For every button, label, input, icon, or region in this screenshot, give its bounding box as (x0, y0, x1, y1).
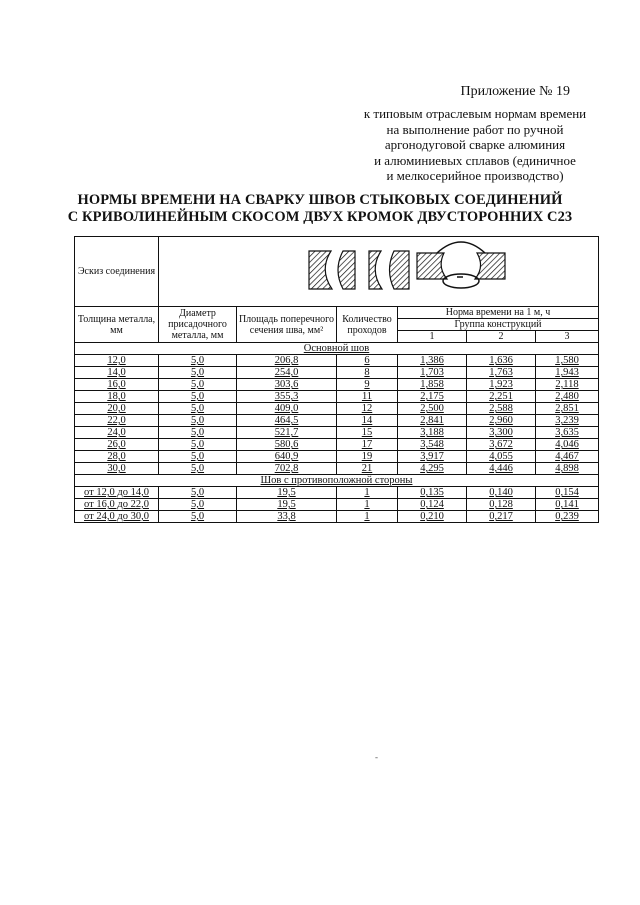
cell-area (237, 367, 337, 379)
cell-thickness (75, 439, 159, 451)
cell-norm-g1 (398, 355, 467, 367)
cell-norm-g3 (536, 415, 599, 427)
cell-value: 15 (361, 427, 373, 438)
cell-value: 19,5 (277, 499, 296, 510)
cell-norm-g3 (536, 391, 599, 403)
cell-norm-g3 (536, 367, 599, 379)
cell-area (237, 391, 337, 403)
header-group: Группа конструкций (398, 319, 599, 331)
cell-value: 1,703 (420, 367, 444, 378)
cell-value: 1 (364, 499, 370, 510)
cell-norm-g1 (398, 511, 467, 523)
table-row (75, 511, 599, 523)
cell-norm-g3 (536, 463, 599, 475)
norms-table (74, 236, 599, 523)
table-row (75, 379, 599, 391)
cell-norm-g3 (536, 427, 599, 439)
cell-norm-g2 (467, 403, 536, 415)
cell-value: 1,923 (489, 379, 513, 390)
plate-right-3 (475, 253, 505, 279)
cell-value: 464,5 (274, 415, 299, 426)
cell-value: 1,636 (489, 355, 513, 366)
cell-value: 8 (364, 367, 370, 378)
cell-diameter (159, 511, 237, 523)
cell-thickness (75, 499, 159, 511)
cell-norm-g2 (467, 439, 536, 451)
cell-diameter (159, 355, 237, 367)
cell-norm-g2 (467, 427, 536, 439)
cell-passes (337, 403, 398, 415)
cell-value: 0,135 (420, 487, 444, 498)
cell-norm-g1 (398, 367, 467, 379)
cell-norm-g2 (467, 487, 536, 499)
cell-value: 640,9 (274, 451, 299, 462)
table-row (75, 487, 599, 499)
cell-value: 206,8 (274, 355, 299, 366)
cell-value: 3,672 (489, 439, 513, 450)
cell-norm-g3 (536, 403, 599, 415)
header-area: Площадь поперечного сечения шва, мм² (237, 307, 337, 343)
cell-diameter (159, 439, 237, 451)
cell-value: 1,386 (420, 355, 444, 366)
table-row (75, 415, 599, 427)
section-main-label: Основной шов (303, 343, 370, 354)
cell-thickness (75, 391, 159, 403)
cell-norm-g3 (536, 511, 599, 523)
cell-value: 355,3 (274, 391, 299, 402)
cell-value: 5,0 (190, 379, 205, 390)
cell-norm-g3 (536, 439, 599, 451)
document-title (0, 192, 640, 226)
cell-area (237, 463, 337, 475)
cell-value: 254,0 (274, 367, 299, 378)
cell-value: 0,210 (420, 511, 444, 522)
cell-value: 521,7 (274, 427, 299, 438)
cell-diameter (159, 451, 237, 463)
cell-passes (337, 415, 398, 427)
cell-value: 26,0 (107, 439, 126, 450)
cell-norm-g3 (536, 379, 599, 391)
cell-value: 0,140 (489, 487, 513, 498)
cell-value: 24,0 (107, 427, 126, 438)
cell-thickness (75, 403, 159, 415)
cell-norm-g1 (398, 439, 467, 451)
cell-area (237, 379, 337, 391)
cell-norm-g2 (467, 499, 536, 511)
cell-value: от 12,0 до 14,0 (84, 487, 149, 498)
cell-value: 5,0 (190, 391, 205, 402)
cell-diameter (159, 391, 237, 403)
cell-norm-g3 (536, 355, 599, 367)
header-group-3: 3 (536, 331, 599, 343)
cell-value: 18,0 (107, 391, 126, 402)
table-row (75, 499, 599, 511)
cell-value: 1,943 (555, 367, 579, 378)
cell-value: 19,5 (277, 487, 296, 498)
cell-area (237, 355, 337, 367)
cell-value: 2,480 (555, 391, 579, 402)
appendix-subtitle (350, 106, 600, 184)
plate-right-2 (390, 251, 410, 289)
cell-passes (337, 391, 398, 403)
sketch-row (75, 237, 599, 307)
cell-value: 3,917 (420, 451, 444, 462)
weld-root (443, 274, 479, 288)
sketch-label: Эскиз соединения (75, 237, 159, 307)
cell-norm-g1 (398, 499, 467, 511)
cell-value: 5,0 (190, 451, 205, 462)
cell-value: 20,0 (107, 403, 126, 414)
cell-thickness (75, 451, 159, 463)
cell-value: 3,300 (489, 427, 513, 438)
cell-value: 5,0 (190, 439, 205, 450)
table-row (75, 439, 599, 451)
cell-value: 0,239 (555, 511, 579, 522)
appendix-label: Приложение № 19 (460, 84, 570, 99)
cell-passes (337, 439, 398, 451)
plate-left-1 (309, 251, 332, 289)
cell-diameter (159, 379, 237, 391)
subtitle-line: и алюминиевых сплавов (единичное (374, 152, 576, 168)
cell-value: 5,0 (190, 499, 205, 510)
subtitle-line: и мелкосерийное производство) (386, 168, 564, 183)
header-norm: Норма времени на 1 м, ч (398, 307, 599, 319)
section-row-main (75, 343, 599, 355)
cell-norm-g2 (467, 511, 536, 523)
cell-value: 303,6 (274, 379, 299, 390)
cell-passes (337, 511, 398, 523)
cell-value: 4,295 (420, 463, 444, 474)
cell-diameter (159, 487, 237, 499)
cell-norm-g1 (398, 403, 467, 415)
cell-area (237, 487, 337, 499)
cell-norm-g1 (398, 379, 467, 391)
cell-area (237, 439, 337, 451)
cell-value: 409,0 (274, 403, 299, 414)
cell-value: 3,635 (555, 427, 579, 438)
cell-value: 1 (364, 487, 370, 498)
cell-value: 2,251 (489, 391, 513, 402)
cell-norm-g2 (467, 379, 536, 391)
header-passes: Количество проходов (337, 307, 398, 343)
cell-thickness (75, 355, 159, 367)
cell-value: 2,960 (489, 415, 513, 426)
cell-area (237, 499, 337, 511)
table-row (75, 367, 599, 379)
section-row-back (75, 475, 599, 487)
cell-passes (337, 499, 398, 511)
cell-area (237, 427, 337, 439)
subtitle-line: к типовым отраслевым нормам времени (363, 106, 587, 121)
cell-norm-g1 (398, 487, 467, 499)
cell-passes (337, 487, 398, 499)
cell-norm-g2 (467, 391, 536, 403)
weld-cap-top (437, 242, 485, 253)
table-row (75, 391, 599, 403)
header-group-2: 2 (467, 331, 536, 343)
cell-area (237, 403, 337, 415)
footer-mark: - (375, 752, 378, 762)
cell-norm-g3 (536, 487, 599, 499)
cell-value: 14 (361, 415, 373, 426)
cell-value: 1 (364, 511, 370, 522)
table-row (75, 355, 599, 367)
cell-norm-g1 (398, 391, 467, 403)
header-diameter: Диаметр присадочного металла, мм (159, 307, 237, 343)
cell-area (237, 451, 337, 463)
cell-value: 2,175 (420, 391, 444, 402)
cell-value: 1,763 (489, 367, 513, 378)
cell-value: 21 (361, 463, 373, 474)
cell-value: 5,0 (190, 415, 205, 426)
cell-norm-g1 (398, 451, 467, 463)
table-row (75, 427, 599, 439)
cell-value: 4,898 (555, 463, 579, 474)
cell-area (237, 511, 337, 523)
cell-passes (337, 379, 398, 391)
table-row (75, 451, 599, 463)
subtitle-line: аргонодуговой сварке алюминия (384, 137, 566, 152)
cell-diameter (159, 403, 237, 415)
cell-value: 28,0 (107, 451, 126, 462)
cell-value: 22,0 (107, 415, 126, 426)
cell-norm-g2 (467, 463, 536, 475)
cell-norm-g2 (467, 355, 536, 367)
cell-value: 5,0 (190, 511, 205, 522)
cell-value: 2,118 (555, 379, 579, 390)
header-thickness: Толщина металла, мм (75, 307, 159, 343)
cell-value: 0,141 (555, 499, 579, 510)
joint-sketch (159, 237, 599, 307)
cell-value: 12,0 (107, 355, 126, 366)
cell-value: 4,446 (489, 463, 513, 474)
cell-value: 30,0 (107, 463, 126, 474)
cell-value: 5,0 (190, 367, 205, 378)
joint-sketch-drawing (159, 237, 599, 303)
cell-value: 2,841 (420, 415, 444, 426)
cell-thickness (75, 463, 159, 475)
cell-value: 4,467 (555, 451, 579, 462)
cell-norm-g3 (536, 451, 599, 463)
cell-value: 0,217 (489, 511, 513, 522)
cell-value: 9 (364, 379, 370, 390)
cell-value: 0,124 (420, 499, 444, 510)
cell-area (237, 415, 337, 427)
cell-passes (337, 451, 398, 463)
cell-value: 3,548 (420, 439, 444, 450)
cell-thickness (75, 511, 159, 523)
cell-value: 16,0 (107, 379, 126, 390)
cell-norm-g1 (398, 415, 467, 427)
plate-left-2 (369, 251, 382, 289)
cell-value: 17 (361, 439, 373, 450)
cell-thickness (75, 427, 159, 439)
cell-value: от 24,0 до 30,0 (84, 511, 149, 522)
section-title (75, 343, 599, 355)
cell-value: 1,858 (420, 379, 444, 390)
cell-thickness (75, 487, 159, 499)
cell-diameter (159, 499, 237, 511)
cell-value: 6 (364, 355, 370, 366)
cell-value: 2,588 (489, 403, 513, 414)
table-row (75, 403, 599, 415)
cell-value: 5,0 (190, 403, 205, 414)
cell-value: 19 (361, 451, 373, 462)
header-row (75, 307, 599, 319)
cell-norm-g2 (467, 451, 536, 463)
cell-value: 2,500 (420, 403, 444, 414)
cell-norm-g1 (398, 463, 467, 475)
cell-norm-g2 (467, 367, 536, 379)
cell-thickness (75, 379, 159, 391)
section-back-label: Шов с противоположной стороны (260, 475, 413, 486)
cell-norm-g3 (536, 499, 599, 511)
cell-value: 580,6 (274, 439, 299, 450)
cell-value: 2,851 (555, 403, 579, 414)
table-row (75, 463, 599, 475)
cell-thickness (75, 415, 159, 427)
cell-diameter (159, 367, 237, 379)
title-line: С КРИВОЛИНЕЙНЫМ СКОСОМ ДВУХ КРОМОК ДВУСТОРОННИХ С23 (67, 209, 573, 225)
cell-diameter (159, 415, 237, 427)
header-group-1: 1 (398, 331, 467, 343)
cell-value: 3,239 (555, 415, 579, 426)
cell-norm-g2 (467, 415, 536, 427)
cell-value: 0,128 (489, 499, 513, 510)
cell-value: 4,046 (555, 439, 579, 450)
cell-value: 0,154 (555, 487, 579, 498)
cell-passes (337, 463, 398, 475)
cell-value: 5,0 (190, 427, 205, 438)
plate-left-3 (417, 253, 447, 279)
cell-value: 5,0 (190, 355, 205, 366)
cell-value: 702,8 (274, 463, 299, 474)
cell-value: 4,055 (489, 451, 513, 462)
cell-passes (337, 367, 398, 379)
cell-value: 5,0 (190, 463, 205, 474)
cell-value: от 16,0 до 22,0 (84, 499, 149, 510)
cell-thickness (75, 367, 159, 379)
cell-value: 1,580 (555, 355, 579, 366)
cell-value: 14,0 (107, 367, 126, 378)
plate-right-1 (338, 251, 355, 289)
cell-value: 5,0 (190, 487, 205, 498)
cell-passes (337, 355, 398, 367)
cell-passes (337, 427, 398, 439)
cell-norm-g1 (398, 427, 467, 439)
cell-value: 33,8 (277, 511, 296, 522)
cell-value: 3,188 (420, 427, 444, 438)
cell-value: 12 (361, 403, 373, 414)
title-line: НОРМЫ ВРЕМЕНИ НА СВАРКУ ШВОВ СТЫКОВЫХ СОЕДИНЕНИЙ (77, 192, 563, 208)
cell-diameter (159, 427, 237, 439)
cell-value: 11 (361, 391, 373, 402)
section-title (75, 475, 599, 487)
subtitle-line: на выполнение работ по ручной (386, 121, 564, 137)
cell-diameter (159, 463, 237, 475)
